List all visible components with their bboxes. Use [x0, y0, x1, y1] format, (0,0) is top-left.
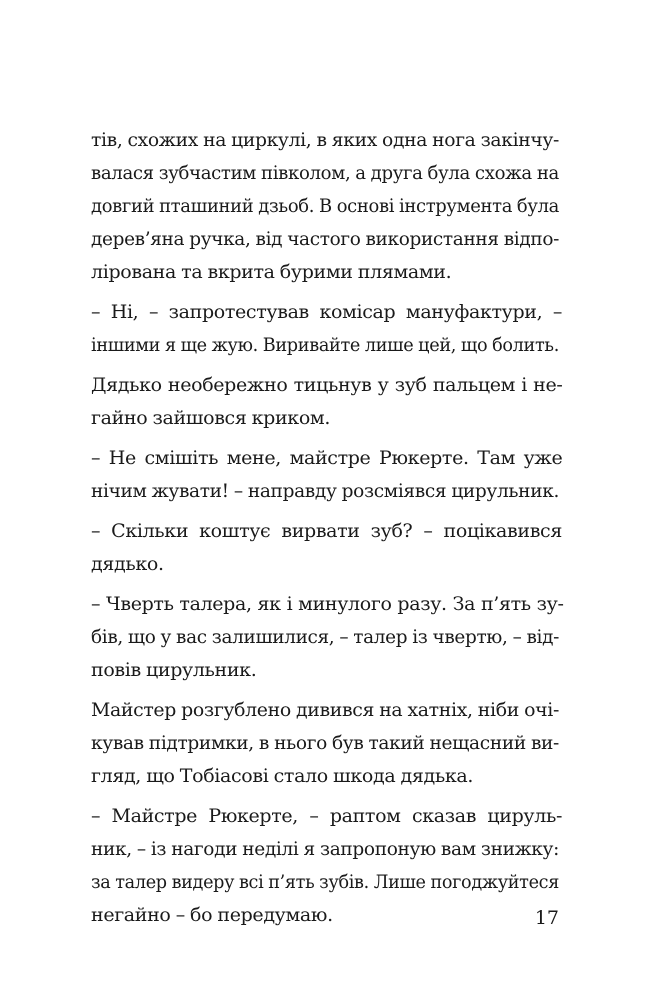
text-line: довгий пташиний дзьоб. В основі інструмента була: [91, 195, 560, 217]
paragraph: [91, 588, 564, 687]
text-line: – Не смішіть мене, майстре Рюкерте. Там уже: [91, 447, 563, 469]
text-line: дерев’яна ручка, від частого використання відпо-: [91, 228, 560, 250]
paragraph: [91, 694, 559, 793]
paragraph: [91, 515, 562, 581]
text-line: – Скільки коштує вирвати зуб? – поцікавився: [91, 520, 562, 542]
page-number: 17: [534, 907, 559, 929]
text-line: – Чверть талера, як і минулого разу. За п’ять зу-: [91, 593, 564, 615]
text-line: тів, схожих на циркулі, в яких одна нога закінчу-: [91, 129, 560, 151]
text-line: – Майстре Рюкерте, – раптом сказав цируль-: [91, 805, 563, 827]
text-line: повів цирульник.: [91, 659, 257, 681]
text-line: Майстер розгублено дивився на хатніх, ніби очі-: [91, 699, 559, 721]
text-line: іншими я ще жую. Виривайте лише цей, що болить.: [91, 334, 560, 356]
paragraph: [91, 124, 559, 289]
paragraph: [91, 442, 563, 508]
text-line: негайно – бо передумаю.: [91, 904, 333, 926]
text-line: лірована та вкрита бурими плямами.: [91, 261, 452, 283]
text-line: гляд, що Тобіасові стало шкода дядька.: [91, 765, 474, 787]
text-line: нічим жувати! – направду розсміявся цирульник.: [91, 480, 560, 502]
text-line: за талер видеру всі п’ять зубів. Лише погоджуйтеся: [91, 871, 559, 893]
text-line: бів, що у вас залишилися, – талер із чвертю, – від-: [91, 626, 559, 648]
text-line: – Ні, – запротестував комісар мануфактури, –: [91, 301, 563, 323]
paragraph: [91, 296, 563, 362]
text-line: Дядько необережно тицьнув у зуб пальцем і не-: [91, 374, 563, 396]
body-text: [91, 124, 564, 932]
paragraph: [91, 800, 563, 932]
paragraph: [91, 369, 563, 435]
text-line: гайно зайшовся криком.: [91, 407, 331, 429]
text-line: кував підтримки, в нього був такий нещасний ви-: [91, 732, 559, 754]
text-line: ник, – із нагоди неділі я запропоную вам знижку:: [91, 838, 559, 860]
text-line: валася зубчастим півколом, а друга була схожа на: [91, 162, 559, 184]
text-line: дядько.: [91, 553, 164, 575]
